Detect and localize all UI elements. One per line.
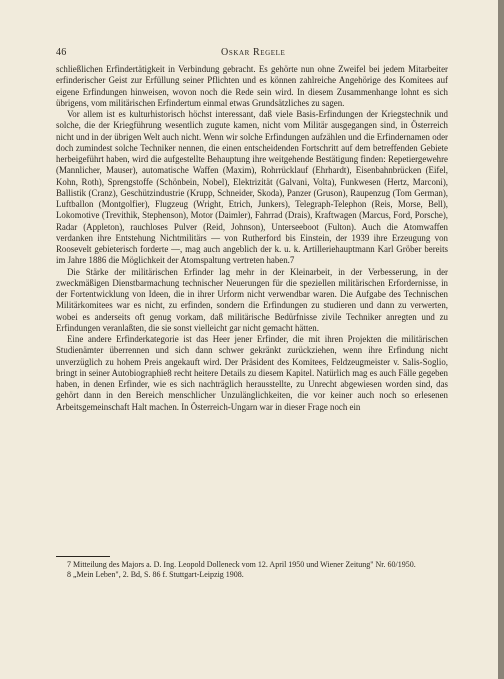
body-text	[56, 64, 448, 413]
paragraph-4: Eine andere Erfinderkategorie ist das Heer jener Erfinder, die mit ihren Projekten die militärischen Studienämter überrennen und sich dann schwer gekränkt zurückziehen, wenn ihre Erfindung nicht unverzüglich zu hohem Preis angekauft wird. Der Präsident des Komitees, Feldzeugmeister v. Salis-Soglio, bringt in seiner Autobiographie8 recht heitere Details zu diesem Kapitel. Natürlich mag es auch Fälle gegeben haben, in denen Erfinder, wie es sich nachträglich herausstellte, zu Unrecht abgewiesen worden sind, das gehört dann in den Bereich menschlicher Unzulänglichkeiten, die vor keiner auch noch so erlesenen Arbeitsgemeinschaft Halt machen. In Österreich-Ungarn war in dieser Frage noch ein	[56, 334, 448, 412]
paragraph-1: schließlichen Erfindertätigkeit in Verbindung gebracht. Es gehörte nun ohne Zweifel bei jedem Mitarbeiter erfinderischer Geist zur Erfüllung seiner Pflichten und es können zahlreiche Angehörige des Komitees auf eigene Erfindungen hinweisen, wovon noch die Rede sein wird. In diesem Zusammenhange lohnt es sich übrigens, vom militärischen Erfindertum einmal etwas Grundsätzliches zu sagen.	[56, 64, 448, 108]
footnotes	[56, 560, 448, 580]
paragraph-3: Die Stärke der militärischen Erfinder lag mehr in der Kleinarbeit, in der Verbesserung, in der zweckmäßigen Dienstbarmachung technischer Neuerungen für die speziellen militärischen Erfordernisse, in der Fortentwicklung von Ideen, die in ihrer Urform nicht verwendbar waren. Die Aufgabe des Technischen Militärkomitees war es nicht, zu erfinden, sondern die Erfindungen zu studieren und dann zu verwerten, wobei es anderseits oft genug vorkam, daß militärische Bedürfnisse zivile Techniker anregten und zu Erfindungen veranlaßten, die sie sonst vielleicht gar nicht gemacht hätten.	[56, 266, 448, 333]
paragraph-2: Vor allem ist es kulturhistorisch höchst interessant, daß viele Basis-Erfindungen der Kriegstechnik und solche, die der Kriegführung wesentlich zugute kamen, nicht vom Militär ausgegangen sind, in Österreich nicht und in der übrigen Welt auch nicht. Wenn wir solche Erfindungen aufzählen und die Erfindernamen oder doch zumindest solche Techniker nennen, die einen entscheidenden Fortschritt auf dem betreffenden Gebiete herbeigeführt haben, wird die aufgestellte Behauptung ihre weitgehende Bestätigung finden: Repetiergewehre (Mannlicher, Mauser), automatische Waffen (Maxim), Rohrrücklauf (Ehrhardt), Eisenbahnbrücken (Eifel, Kohn, Roth), Sprengstoffe (Schönbein, Nobel), Elektrizität (Galvani, Volta), Funkwesen (Hertz, Marconi), Ballistik (Cranz), Geschützindustrie (Krupp, Schneider, Skoda), Panzer (Gruson), Raupenzug (Tom German), Luftballon (Montgolfier), Flugzeug (Wright, Etrich, Junkers), Telegraph-Telephon (Reis, Morse, Bell), Lokomotive (Trevithik, Stephenson), Motor (Daimler), Fahrrad (Drais), Kraftwagen (Marcus, Ford, Porsche), Radar (Appleton), rauchloses Pulver (Reid, Johnson), Unterseeboot (Fulton). Auch die Atomwaffen verdanken ihre Entstehung Nichtmilitärs — von Rutherford bis Einstein, der 1939 ihre Erzeugung von Roosevelt gebieterisch forderte —, mag auch angeblich der k. u. k. Artilleriehauptmann Karl Gröber bereits im Jahre 1886 die Möglichkeit der Atomspaltung vertreten haben.7	[56, 109, 448, 266]
page-edge	[498, 0, 504, 679]
page-number: 46	[56, 47, 67, 58]
footnote-8: 8 „Mein Leben", 2. Bd, S. 86 f. Stuttgart-Leipzig 1908.	[67, 570, 244, 580]
footnote-rule	[56, 556, 110, 557]
footnote-7: 7 Mitteilung des Majors a. D. Ing. Leopold Dolleneck vom 12. April 1950 und Wiener Zeitung" Nr. 60/1950.	[67, 560, 416, 569]
running-head: Oskar Regele	[221, 47, 286, 58]
